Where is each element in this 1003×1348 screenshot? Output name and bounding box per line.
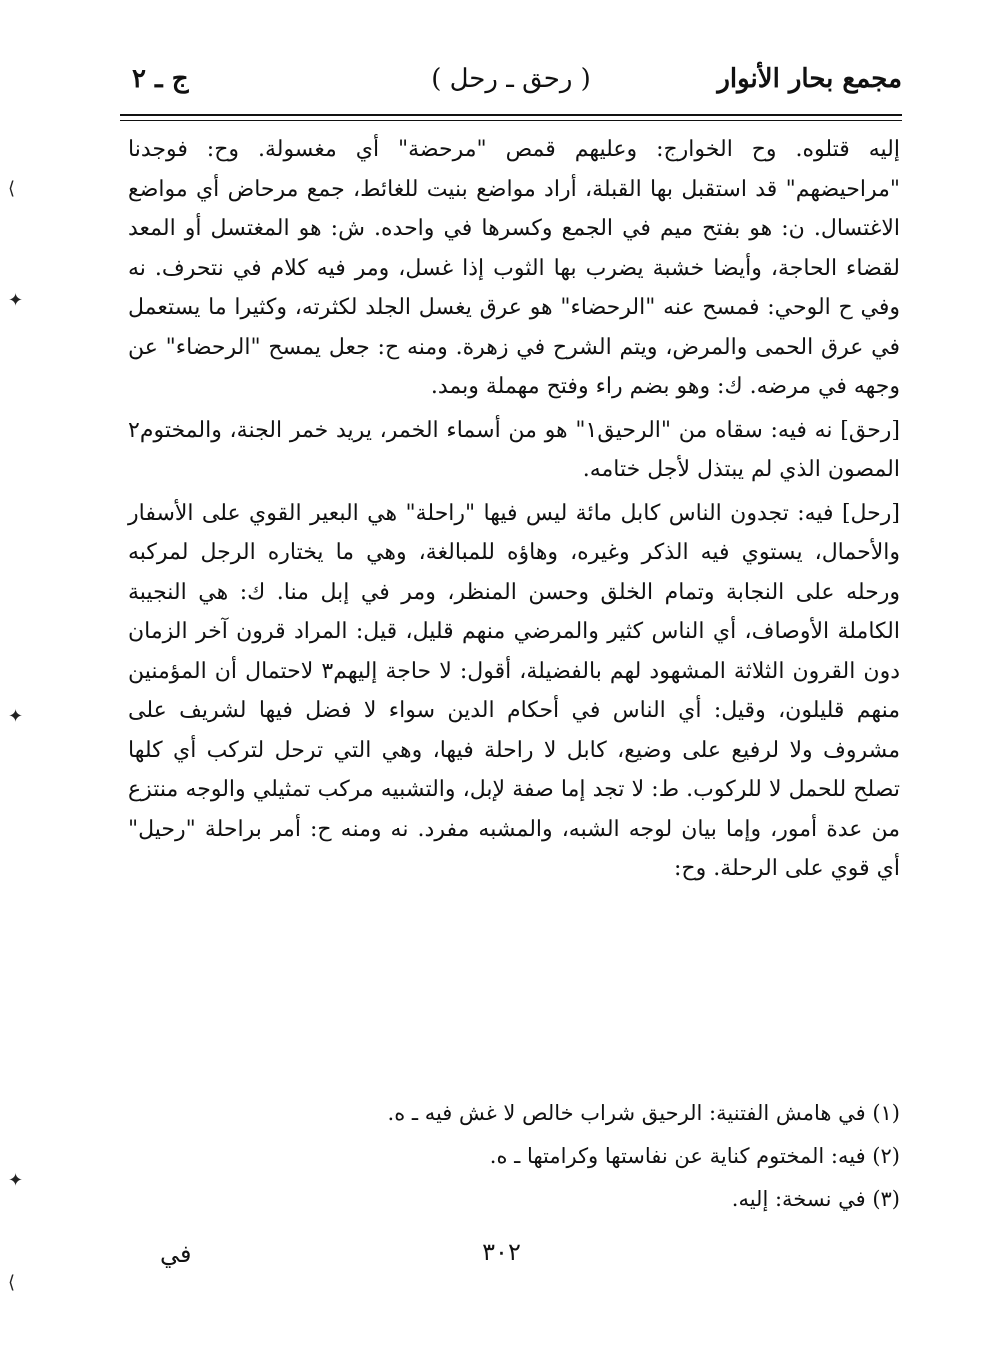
section-title: ( رحق ـ رحل ) [431,64,591,94]
footnotes [128,1092,900,1221]
footnote-1: (١) في هامش الفتنية: الرحيق شراب خالص لا غش فيه ـ ه. [387,1101,900,1125]
margin-mark-icon: ⟨ [8,1272,16,1293]
header-rule-thin [120,120,902,121]
paragraph-rahq: [رحق] نه فيه: سقاه من "الرحيق١" هو من أسماء الخمر، يريد خمر الجنة، والمختوم٢ المصون الذي لم يبتذل لأجل ختامه. [128,417,900,482]
margin-mark-icon: ⟨ [8,178,16,199]
book-title: مجمع بحار الأنوار [717,64,902,94]
margin-mark-icon: ✦ [8,290,24,311]
header-rule-thick [120,114,902,116]
page-number: ٣٠٢ [482,1238,521,1266]
footnote-2: (٢) فيه: المختوم كناية عن نفاستها وكرامتها ـ ه. [489,1144,900,1168]
footnote-3: (٣) في نسخة: إليه. [731,1187,900,1211]
margin-mark-icon: ✦ [8,1170,24,1191]
paragraph-rahl: [رحل] فيه: تجدون الناس كابل مائة ليس فيها "راحلة" هي البعير القوي على الأسفار والأحمال، يستوي فيه الذكر وغيره، وهاؤه للمبالغة، وهي ما يختاره الرجل لمركبه ورحله على النجابة وتمام الخلق وحسن المنظر، ومر في إبل منا. ك: هي النجيبة الكاملة الأوصاف، أي الناس كثير والمرضي منهم قليل، قيل: المراد قرون آخر الزمان دون القرون الثلاثة المشهود لهم بالفضيلة، أقول: لا حاجة إليهم٣ لاحتمال أن المؤمنين منهم قليلون، وقيل: أي الناس في أحكام الدين سواء لا فضل فيها لشريف على مشروف ولا لرفيع على وضيع، كابل لا راحلة فيها، وهي التي ترحل لتركب أي كلها تصلح للحمل لا للركوب. ط: لا تجد إما صفة لإبل، والتشبيه مركب تمثيلي والوجه منتزع من عدة أمور، وإما بيان لوجه الشبه، والمشبه مفرد. نه ومنه ح: أمر براحلة "رحيل" أي قوي على الرحلة. وح: [128,500,901,881]
catchword: في [160,1240,192,1268]
main-text [128,130,900,893]
running-header [120,64,902,108]
volume-number: ج ـ ٢ [132,64,189,94]
margin-mark-icon: ✦ [8,706,24,727]
paragraph-rahd: إليه قتلوه. وح الخوارج: وعليهم قمص "مرحضة" أي مغسولة. وح: فوجدنا "مراحيضهم" قد استقبل بها القبلة، أراد مواضع بنيت للغائط، جمع مرحاض أي مواضع الاغتسال. ن: هو بفتح ميم في الجمع وكسرها في واحده. ش: هو المغتسل أو المعد لقضاء الحاجة، وأيضا خشبة يضرب بها الثوب إذا غسل، ومر فيه كلام في نتحرف. نه وفي ح الوحي: فمسح عنه "الرحضاء" هو عرق يغسل الجلد لكثرته، وكثيرا ما يستعمل في عرق الحمى والمرض، ويتم الشرح في زهرة. ومنه ح: جعل يمسح "الرحضاء" عن وجهه في مرضه. ك: وهو بضم راء وفتح مهملة وبمد. [128,137,900,399]
